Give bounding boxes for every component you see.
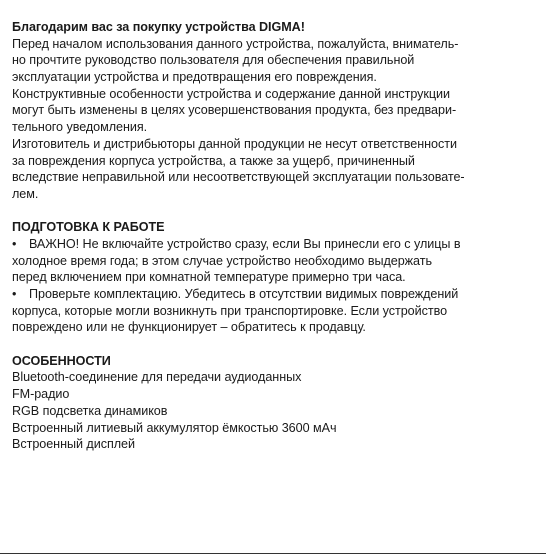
intro-line: Изготовитель и дистрибьюторы данной продукции не несут ответственности	[12, 136, 457, 151]
feature-item: Встроенный дисплей	[12, 437, 135, 452]
intro-line: тельного уведомления.	[12, 120, 148, 135]
intro-line: вследствие неправильной или несоответствующей эксплуатации пользовате-	[12, 170, 465, 185]
feature-item: Встроенный литиевый аккумулятор ёмкостью 3600 мАч	[12, 420, 337, 435]
section-spacer	[12, 203, 536, 220]
intro-line: Конструктивные особенности устройства и содержание данной инструкции	[12, 86, 450, 101]
bullet-item-first-line	[12, 236, 536, 253]
bullet-text: Проверьте комплектацию. Убедитесь в отсутствии видимых повреждений	[29, 287, 459, 301]
bullet-icon: •	[12, 236, 17, 251]
bullet-item-line: повреждено или не функционирует – обратитесь к продавцу.	[12, 320, 366, 335]
feature-item: RGB подсветка динамиков	[12, 403, 168, 418]
bullet-icon: •	[12, 287, 17, 301]
manual-page	[12, 19, 536, 453]
preparation-heading: ПОДГОТОВКА К РАБОТЕ	[12, 220, 165, 235]
intro-line: лем.	[12, 186, 39, 201]
intro-line: эксплуатации устройства и предотвращения его повреждения.	[12, 70, 377, 85]
bullet-item-first-line	[12, 286, 536, 303]
features-heading: ОСОБЕННОСТИ	[12, 353, 111, 368]
intro-line: Перед началом использования данного устройства, пожалуйста, вниматель-	[12, 36, 459, 51]
section-spacer	[12, 336, 536, 353]
intro-line: могут быть изменены в целях усовершенствования продукта, без предвари-	[12, 103, 457, 118]
bullet-item-line: корпуса, которые могли возникнуть при транспортировке. Если устройство	[12, 303, 448, 318]
bullet-text: ВАЖНО! Не включайте устройство сразу, если Вы принесли его с улицы в	[29, 236, 461, 251]
bullet-item-line: холодное время года; в этом случае устройство необходимо выдержать	[12, 253, 432, 268]
feature-item: Bluetooth-соединение для передачи аудиоданных	[12, 370, 302, 385]
intro-title: Благодарим вас за покупку устройства DIGMA!	[12, 20, 305, 34]
bullet-item-line: перед включением при комнатной температуре примерно три часа.	[12, 270, 406, 285]
feature-item: FM-радио	[12, 387, 70, 402]
bottom-divider	[0, 553, 546, 554]
intro-line: но прочтите руководство пользователя для обеспечения правильной	[12, 53, 415, 68]
intro-line: за повреждения корпуса устройства, а также за ущерб, причиненный	[12, 153, 415, 168]
